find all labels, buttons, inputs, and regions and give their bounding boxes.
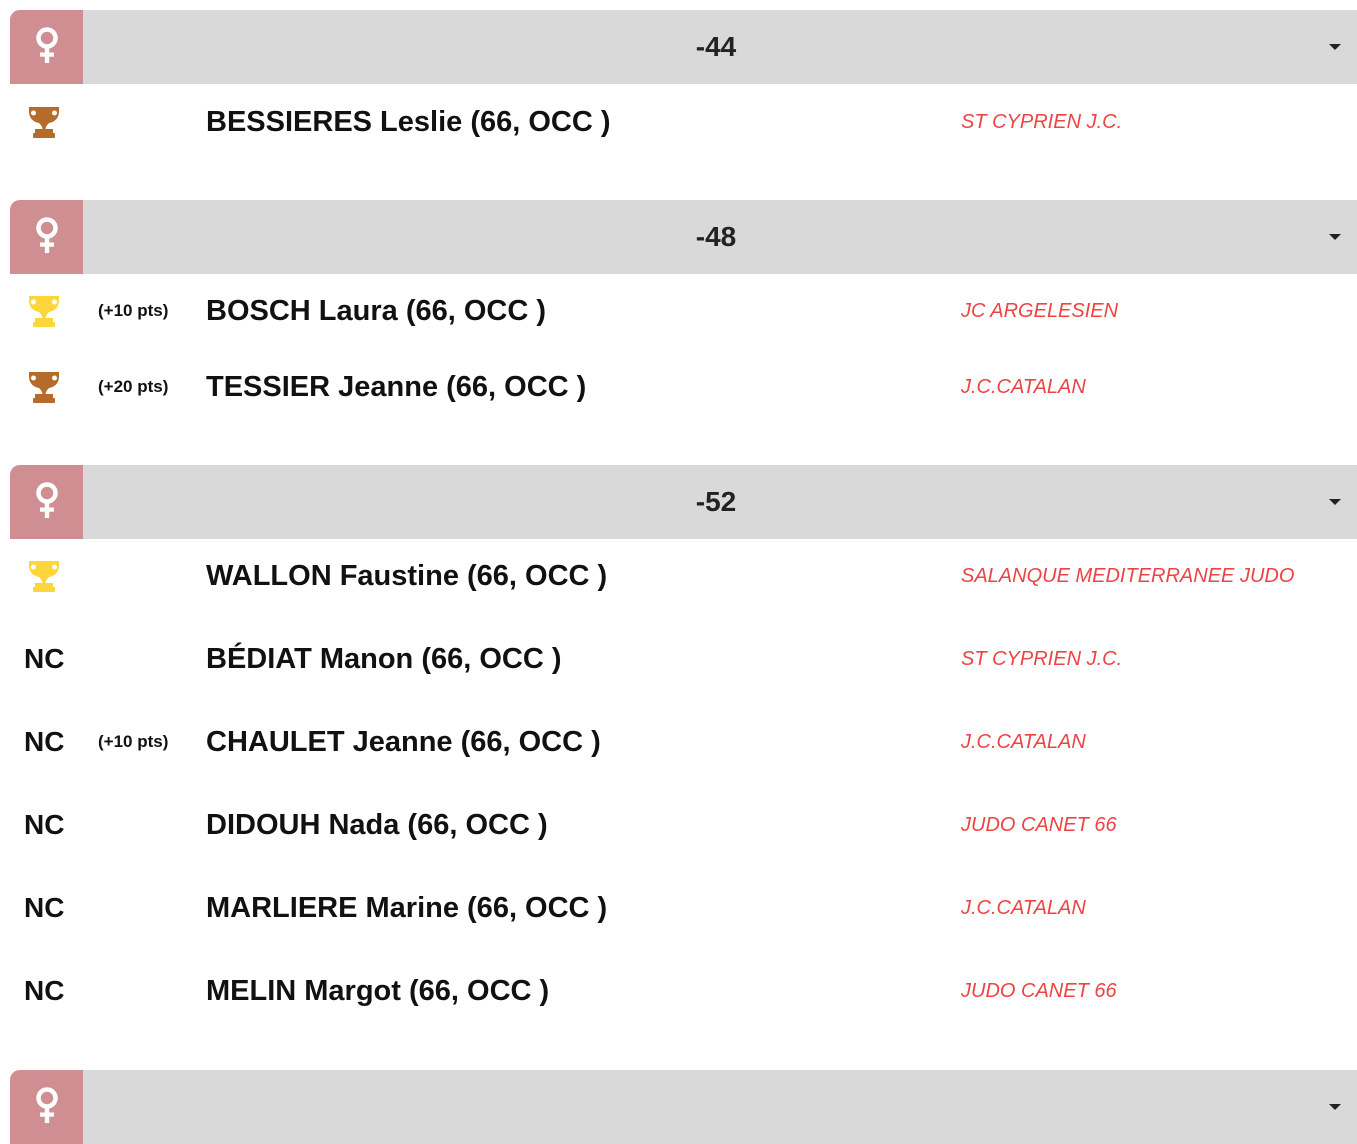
athlete-name: MELIN Margot (66, OCC ) bbox=[206, 975, 550, 1007]
club-name: ST CYPRIEN J.C. bbox=[961, 648, 1123, 670]
athlete-name: CHAULET Jeanne (66, OCC ) bbox=[206, 726, 601, 758]
bronze-trophy-icon bbox=[24, 369, 64, 405]
caret-down-icon[interactable] bbox=[1329, 1104, 1341, 1110]
gold-trophy-icon bbox=[24, 558, 64, 594]
club-name: JC ARGELESIEN bbox=[961, 300, 1119, 322]
category-title: -52 bbox=[695, 486, 737, 517]
result-row bbox=[10, 281, 1357, 341]
category-header[interactable] bbox=[10, 1070, 1357, 1144]
gender-badge bbox=[10, 200, 83, 274]
rank-cell bbox=[24, 357, 64, 417]
athlete-name: TESSIER Jeanne (66, OCC ) bbox=[206, 371, 587, 403]
category-block bbox=[10, 465, 1357, 1007]
female-icon bbox=[35, 1087, 59, 1127]
category-title: -48 bbox=[695, 221, 737, 252]
athlete-name: BESSIERES Leslie (66, OCC ) bbox=[206, 106, 611, 138]
result-row bbox=[10, 629, 1357, 689]
club-name: SALANQUE MEDITERRANEE JUDO bbox=[961, 565, 1295, 587]
club-name: ST CYPRIEN J.C. bbox=[961, 111, 1123, 133]
rank-label: NC bbox=[24, 643, 65, 674]
rank-label: NC bbox=[24, 726, 65, 757]
rank-label: NC bbox=[24, 809, 65, 840]
athlete-name: MARLIERE Marine (66, OCC ) bbox=[206, 892, 608, 924]
rank-cell bbox=[24, 281, 64, 341]
bronze-trophy-icon bbox=[24, 104, 64, 140]
category-header[interactable] bbox=[10, 465, 1357, 539]
rank-label: NC bbox=[24, 892, 65, 923]
category-block bbox=[10, 200, 1357, 403]
rank-cell bbox=[24, 92, 64, 152]
category-title: -44 bbox=[695, 31, 737, 62]
result-row bbox=[10, 357, 1357, 417]
athlete-name: BOSCH Laura (66, OCC ) bbox=[206, 295, 546, 327]
points-label: (+10 pts) bbox=[98, 732, 169, 751]
category-block bbox=[10, 10, 1357, 138]
category-block bbox=[10, 1070, 1357, 1144]
gender-badge bbox=[10, 10, 83, 84]
female-icon bbox=[35, 482, 59, 522]
result-row bbox=[10, 712, 1357, 772]
club-name: J.C.CATALAN bbox=[961, 731, 1086, 753]
category-header[interactable] bbox=[10, 10, 1357, 84]
club-name: J.C.CATALAN bbox=[961, 897, 1086, 919]
result-row bbox=[10, 961, 1357, 1021]
club-name: JUDO CANET 66 bbox=[961, 980, 1117, 1002]
result-row bbox=[10, 546, 1357, 606]
caret-down-icon[interactable] bbox=[1329, 234, 1341, 240]
gender-badge bbox=[10, 1070, 83, 1144]
rank-label: NC bbox=[24, 975, 65, 1006]
athlete-name: BÉDIAT Manon (66, OCC ) bbox=[206, 643, 562, 675]
female-icon bbox=[35, 27, 59, 67]
category-title bbox=[83, 1070, 1357, 1144]
club-name: J.C.CATALAN bbox=[961, 376, 1086, 398]
gold-trophy-icon bbox=[24, 293, 64, 329]
athlete-name: DIDOUH Nada (66, OCC ) bbox=[206, 809, 548, 841]
female-icon bbox=[35, 217, 59, 257]
points-label: (+20 pts) bbox=[98, 377, 169, 396]
rank-cell bbox=[24, 546, 64, 606]
caret-down-icon[interactable] bbox=[1329, 499, 1341, 505]
result-row bbox=[10, 92, 1357, 152]
athlete-name: WALLON Faustine (66, OCC ) bbox=[206, 560, 608, 592]
points-label: (+10 pts) bbox=[98, 301, 169, 320]
caret-down-icon[interactable] bbox=[1329, 44, 1341, 50]
club-name: JUDO CANET 66 bbox=[961, 814, 1117, 836]
result-row bbox=[10, 878, 1357, 938]
gender-badge bbox=[10, 465, 83, 539]
result-row bbox=[10, 795, 1357, 855]
category-header[interactable] bbox=[10, 200, 1357, 274]
